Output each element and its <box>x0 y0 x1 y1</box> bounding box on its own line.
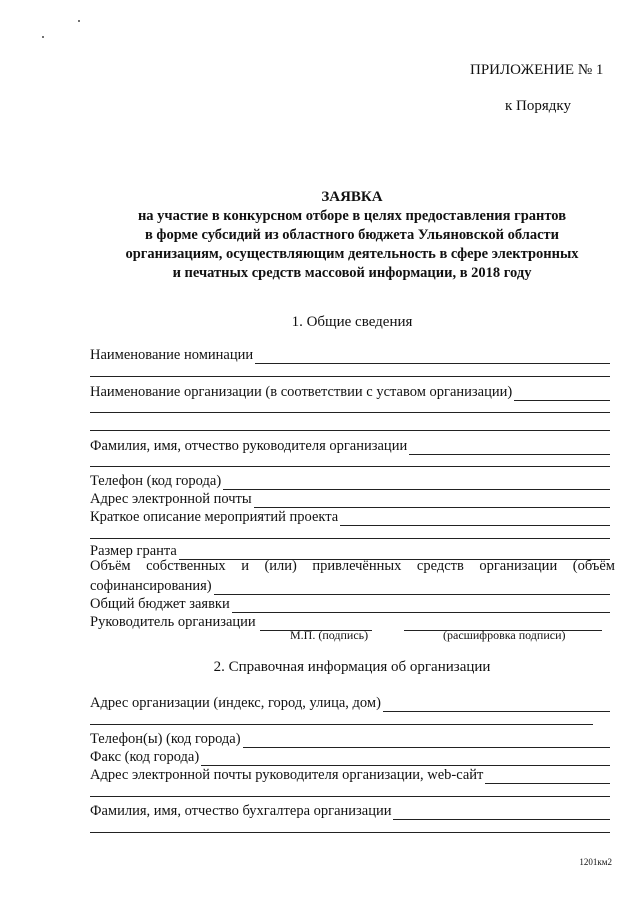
title-line: на участие в конкурсном отборе в целях предоставления грантов <box>137 208 567 224</box>
title-line: организациям, осуществляющим деятельность в сфере электронных <box>125 246 579 262</box>
fill-line[interactable] <box>90 466 610 467</box>
field-label: Факс (код города) <box>90 749 200 765</box>
stamp-signature-caption: М.П. (подпись) <box>290 628 369 642</box>
field-label: Краткое описание мероприятий проекта <box>90 509 339 525</box>
own-funds-label <box>90 557 615 576</box>
label-word: (или) <box>264 558 297 574</box>
label-word: привлечённых <box>312 558 402 574</box>
field-accountant-name <box>90 800 610 820</box>
title-line: в форме субсидий из областного бюджета Ульяновской области <box>144 227 560 243</box>
field-org-phones <box>90 728 610 748</box>
fill-line[interactable] <box>90 376 610 377</box>
section2-title: 2. Справочная информация об организации <box>213 659 491 675</box>
field-email <box>90 488 610 508</box>
application-title <box>60 188 640 283</box>
field-label: Руководитель организации <box>90 614 256 630</box>
fill-line[interactable] <box>90 796 610 797</box>
field-total-budget <box>90 593 610 613</box>
field-director-email <box>90 764 610 784</box>
label-word: Объём <box>90 558 131 574</box>
fill-line[interactable] <box>409 439 610 455</box>
scan-speck <box>78 20 80 22</box>
field-label: Наименование номинации <box>90 347 254 363</box>
field-cofinancing <box>90 575 610 595</box>
label-word: средств <box>416 558 464 574</box>
field-label: Адрес организации (индекс, город, улица, дом) <box>90 695 381 711</box>
fill-line[interactable] <box>90 832 610 833</box>
field-label: Телефон(ы) (код города) <box>90 731 241 747</box>
fill-line[interactable] <box>393 804 610 820</box>
fill-line[interactable] <box>90 430 610 431</box>
label-word: собственных <box>146 558 226 574</box>
section1-title: 1. Общие сведения <box>291 314 413 330</box>
title-heading: ЗАЯВКА <box>321 189 383 205</box>
field-label: Телефон (код города) <box>90 473 222 489</box>
label-word: организации <box>479 558 558 574</box>
field-org-name <box>90 381 610 401</box>
field-label: Наименование организации (в соответствии с уставом организации) <box>90 384 513 400</box>
field-label: Размер гранта <box>90 543 177 559</box>
signature-decoding-caption: (расшифровка подписи) <box>443 628 566 642</box>
field-label: Общий бюджет заявки <box>90 596 230 612</box>
fill-line[interactable] <box>90 538 610 539</box>
field-director-name <box>90 435 610 455</box>
field-label: Фамилия, имя, отчество руководителя организации <box>90 438 408 454</box>
scan-speck <box>42 36 44 38</box>
fill-line[interactable] <box>340 510 610 526</box>
field-phone <box>90 470 610 490</box>
fill-line[interactable] <box>255 348 610 364</box>
fill-line[interactable] <box>90 412 610 413</box>
document-code: 1201км2 <box>579 857 612 867</box>
field-label: Адрес электронной почты <box>90 491 252 507</box>
fill-line[interactable] <box>90 724 593 725</box>
label-word: (объём <box>572 558 615 574</box>
fill-line[interactable] <box>383 696 610 712</box>
fill-line[interactable] <box>485 768 610 784</box>
field-org-fax <box>90 746 610 766</box>
field-description <box>90 506 610 526</box>
appendix-label: ПРИЛОЖЕНИЕ № 1 <box>470 62 604 78</box>
field-org-address <box>90 692 610 712</box>
field-label: Адрес электронной почты руководителя организации, web-сайт <box>90 767 484 783</box>
field-nomination <box>90 344 610 364</box>
field-label: софинансирования) <box>90 578 212 594</box>
order-reference: к Порядку <box>505 98 571 114</box>
field-label: Фамилия, имя, отчество бухгалтера организации <box>90 803 392 819</box>
fill-line[interactable] <box>514 385 610 401</box>
label-word: и <box>241 558 249 574</box>
title-line: и печатных средств массовой информации, в 2018 году <box>172 265 532 281</box>
